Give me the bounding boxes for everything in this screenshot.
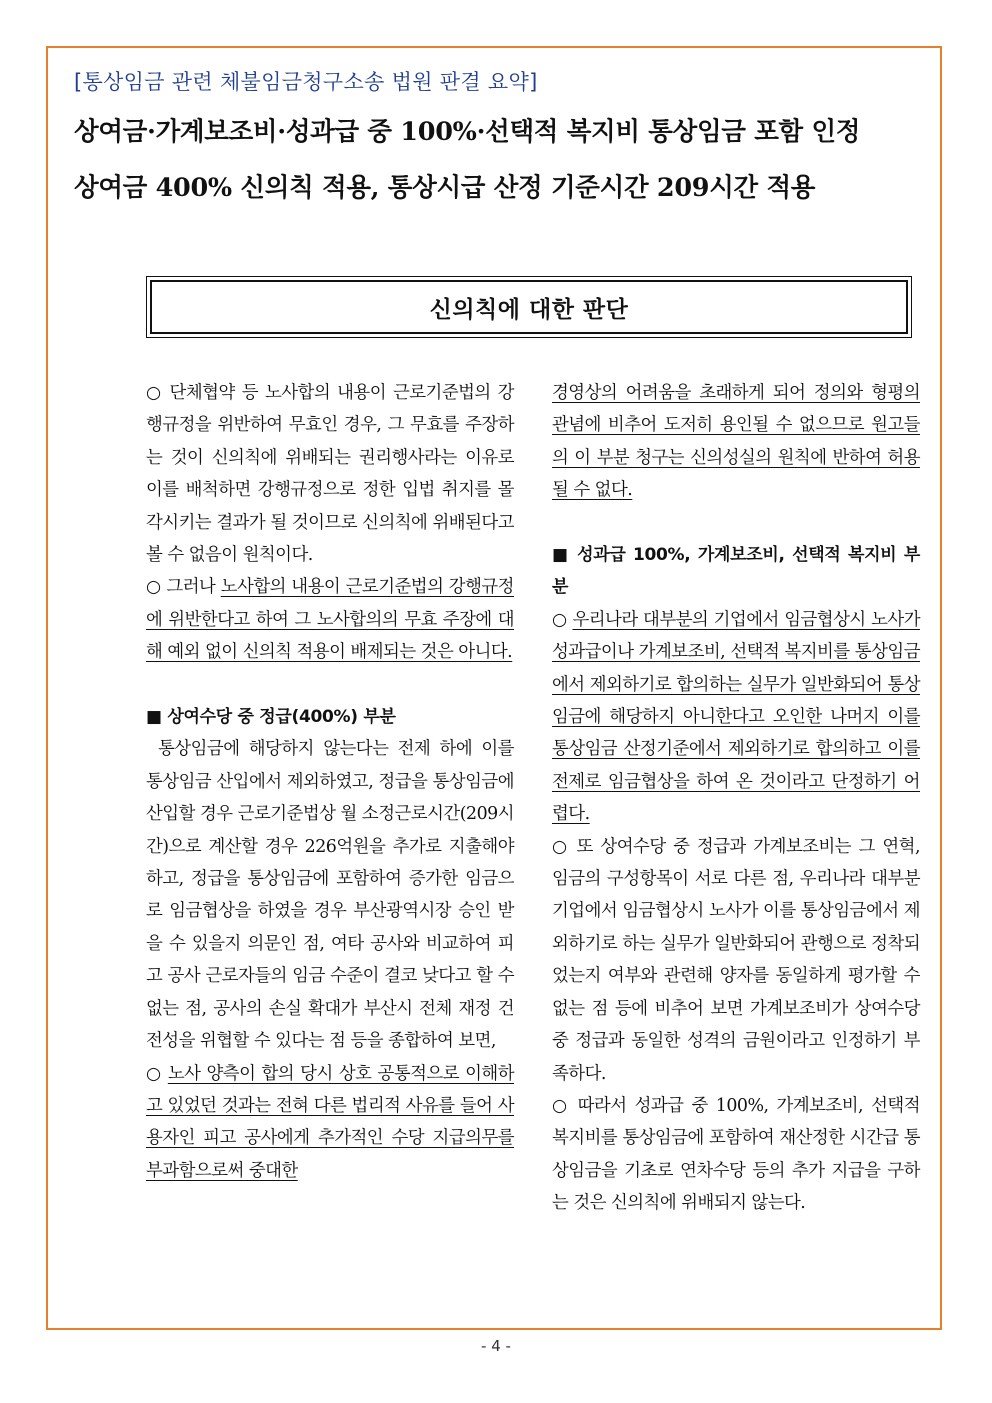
left-column: [146, 377, 514, 1187]
paragraph-exception-prefix: ○ 그러나: [146, 577, 221, 598]
paragraph-practice-underlined: 우리나라 대부분의 기업에서 임금협상시 노사가 성과급이나 가계보조비, 선택적 복지비를 통상임금에서 제외하기로 합의하는 실무가 일반화되어 통상임금에 해당하지 아니한다고 오인한 나머지 이를 통상임금 산정기준에서 제외하기로 합의하고 이를 전제로 임금협상을 하여 온 것이라고 단정하기 어렵다.: [552, 609, 920, 825]
paragraph-bonus-conclusion-underlined: 노사 양측이 합의 당시 상호 공통적으로 이해하고 있었던 것과는 전혀 다른 법리적 사유를 들어 사용자인 피고 공사에게 추가적인 수당 지급의무를 부과함으로써 중대한: [146, 1063, 514, 1181]
paragraph-bonus-conclusion-continued: 경영상의 어려움을 초래하게 되어 정의와 형평의 관념에 비추어 도저히 용인될 수 없으므로 원고들의 이 부분 청구는 신의성실의 원칙에 반하여 허용될 수 없다.: [552, 383, 920, 501]
subheading-bonus-400: ■ 상여수당 중 정급(400%) 부분: [146, 707, 396, 728]
section-title-box: [146, 276, 912, 338]
right-column: [552, 377, 920, 1220]
spacer: [146, 669, 514, 701]
section-title-inner-border: [150, 280, 908, 334]
paragraph-final-conclusion: ○ 따라서 성과급 중 100%, 가계보조비, 선택적 복지비를 통상임금에 포함하여 재산정한 시간급 통상임금을 기초로 연차수당 등의 추가 지급을 구하는 것은 신의칙에 위배되지 않는다.: [552, 1095, 920, 1214]
paragraph-exception: [146, 571, 514, 668]
spacer: [552, 507, 920, 539]
page-number: - 4 -: [481, 1337, 511, 1355]
section-title: 신의칙에 대한 판단: [429, 296, 629, 323]
paragraph-household-allowance: ○ 또 상여수당 중 정급과 가계보조비는 그 연혁, 임금의 구성항목이 서로 다른 점, 우리나라 대부분 기업에서 임금협상시 노사가 이를 통상임금에서 제외하기로 하는 실무가 일반화되어 관행으로 정착되었는지 여부와 관련해 양자를 동일하게 평가할 수 없는 점 등에 비추어 보면 가계보조비가 상여수당 중 정급과 동일한 성격의 금원이라고 인정하기 부족하다.: [552, 836, 920, 1084]
paragraph-practice-prefix: ○: [552, 609, 573, 630]
document-category-title: [통상임금 관련 체불임금청구소송 법원 판결 요약]: [74, 70, 538, 94]
paragraph-principle: ○ 단체협약 등 노사합의 내용이 근로기준법의 강행규정을 위반하여 무효인 경우, 그 무효를 주장하는 것이 신의칙에 위배되는 권리행사라는 이유로 이를 배척하면 강행규정으로 정한 입법 취지를 몰각시키는 결과가 될 것이므로 신의칙에 위배된다고 볼 수 없음이 원칙이다.: [146, 383, 514, 566]
headline-secondary: 상여금 400% 신의칙 적용, 통상시급 산정 기준시간 209시간 적용: [74, 173, 816, 203]
subheading-performance-bonus: ■ 성과급 100%, 가계보조비, 선택적 복지비 부분: [552, 545, 920, 598]
paragraph-practice: [552, 604, 920, 831]
paragraph-bonus-conclusion-prefix: ○: [146, 1063, 168, 1084]
headline-primary: 상여금·가계보조비·성과급 중 100%·선택적 복지비 통상임금 포함 인정: [74, 117, 861, 147]
paragraph-exception-underlined: 노사합의 내용이 근로기준법의 강행규정에 위반한다고 하여 그 노사합의의 무효 주장에 대해 예외 없이 신의칙 적용이 배제되는 것은 아니다.: [146, 577, 514, 663]
paragraph-bonus-reasoning: 통상임금에 해당하지 않는다는 전제 하에 이를 통상임금 산입에서 제외하였고, 정급을 통상임금에 산입할 경우 근로기준법상 월 소정근로시간(209시간)으로 계산할 경우 226억원을 추가로 지출해야 하고, 정급을 통상임금에 포함하여 증가한 임금으로 임금협상을 하였을 경우 부산광역시장 승인 받을 수 있을지 의문인 점, 여타 공사와 비교하여 피고 공사 근로자들의 임금 수준이 결코 낮다고 할 수 없는 점, 공사의 손실 확대가 부산시 전체 재정 건전성을 위협할 수 있다는 점 등을 종합하여 보면,: [146, 739, 514, 1052]
paragraph-bonus-conclusion: [146, 1058, 514, 1188]
